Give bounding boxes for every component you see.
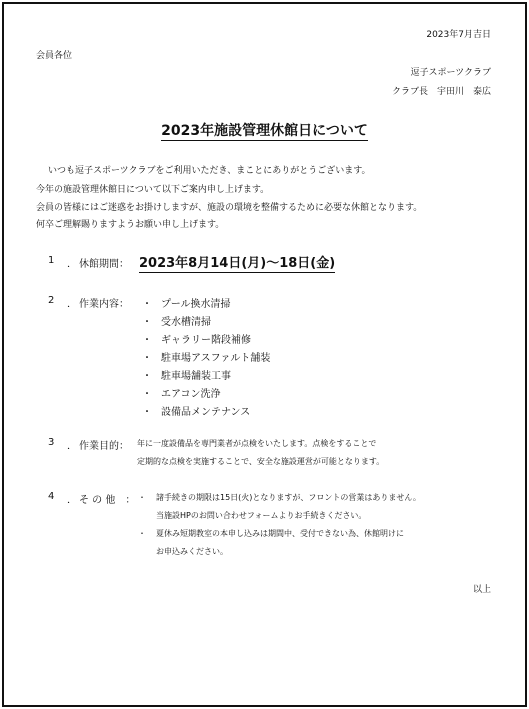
addressee: 会員各位 bbox=[36, 51, 73, 61]
work-item: エアコン洗浄 bbox=[161, 389, 221, 400]
bullet: ・ bbox=[142, 371, 152, 382]
note-line: 夏休み短期教室の本申し込みは期間中、受付できない為、休館明けに bbox=[156, 529, 404, 538]
bullet: ・ bbox=[142, 407, 152, 418]
work-item: ギャラリー階段補修 bbox=[161, 335, 251, 346]
bullet: ・ bbox=[138, 493, 146, 502]
section-number: 4 bbox=[48, 491, 55, 502]
note-line: お申込みください。 bbox=[156, 547, 228, 556]
note-line: 諸手続きの期限は15日(火)となりますが、フロントの営業はありません。 bbox=[156, 493, 421, 502]
body-line: 今年の施設管理休館日について以下ご案内申し上げます。 bbox=[36, 185, 270, 195]
bullet: ・ bbox=[142, 353, 152, 364]
bullet: ・ bbox=[142, 317, 152, 328]
work-item: 設備品メンテナンス bbox=[161, 407, 251, 418]
work-item: 受水槽清掃 bbox=[161, 317, 211, 328]
document-title: 2023年施設管理休館日について bbox=[161, 123, 368, 139]
section-number: 1 bbox=[48, 255, 55, 266]
body-line: いつも逗子スポーツクラブをご利用いただき、まことにありがとうございます。 bbox=[48, 166, 371, 176]
section-dot: ． bbox=[67, 259, 77, 270]
purpose-line: 定期的な点検を実施することで、安全な施設運営が可能となります。 bbox=[137, 457, 385, 466]
work-item: 駐車場舗装工事 bbox=[161, 371, 231, 382]
section-label-other: そ の 他 ： bbox=[79, 495, 136, 506]
bullet: ・ bbox=[142, 389, 152, 400]
section-number: 3 bbox=[48, 437, 55, 448]
section-dot: ． bbox=[67, 495, 77, 506]
document-page bbox=[2, 2, 527, 707]
closing-remark: 以上 bbox=[472, 585, 491, 595]
bullet: ・ bbox=[142, 335, 152, 346]
document-date: 2023年7月吉日 bbox=[426, 30, 491, 40]
section-dot: ． bbox=[67, 299, 77, 310]
section-dot: ． bbox=[67, 441, 77, 452]
bullet: ・ bbox=[142, 299, 152, 310]
purpose-line: 年に一度設備品を専門業者が点検をいたします。点検をすることで bbox=[137, 439, 377, 448]
body-line: 会員の皆様にはご迷惑をお掛けしますが、施設の環境を整備するために必要な休館となります。 bbox=[36, 203, 423, 213]
section-label-purpose: 作業目的： bbox=[79, 441, 129, 452]
closure-period-value: 2023年8月14日(月)～18日(金) bbox=[139, 256, 336, 271]
signatory: クラブ長 宇田川 泰広 bbox=[391, 87, 491, 97]
section-label-period: 休館期間： bbox=[79, 259, 129, 270]
section-label-work: 作業内容： bbox=[79, 299, 129, 310]
bullet: ・ bbox=[138, 529, 146, 538]
organization-name: 逗子スポーツクラブ bbox=[410, 68, 491, 78]
note-line: 当施設HPのお問い合わせフォームよりお手続きください。 bbox=[156, 511, 367, 520]
body-line: 何卒ご理解賜りますようお願い申し上げます。 bbox=[36, 220, 225, 230]
work-item: 駐車場アスファルト舗装 bbox=[161, 353, 271, 364]
section-number: 2 bbox=[48, 295, 55, 306]
work-item: プール換水清掃 bbox=[161, 299, 231, 310]
